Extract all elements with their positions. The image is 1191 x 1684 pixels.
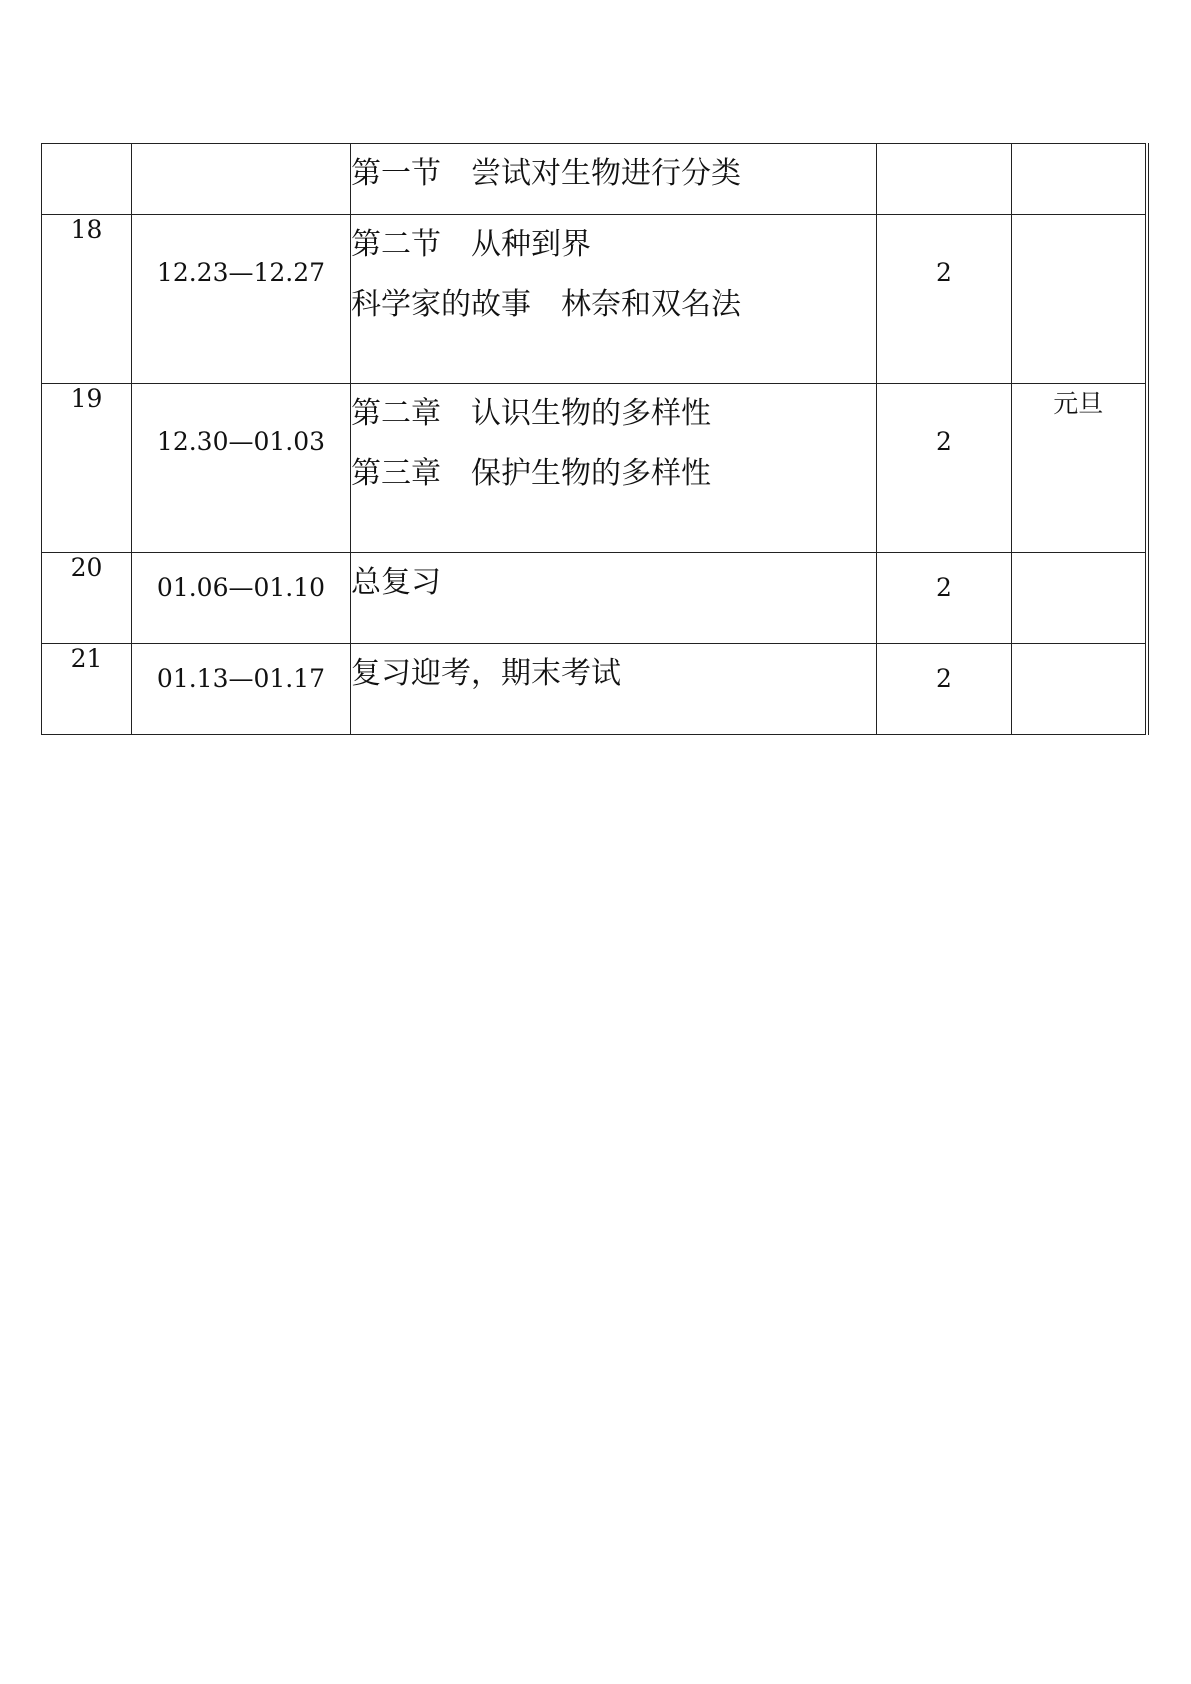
week-cell xyxy=(42,144,132,215)
table-row xyxy=(42,553,1147,644)
week-cell: 19 xyxy=(42,384,132,553)
note-cell: 元旦 xyxy=(1012,384,1147,553)
date-range-cell: 01.06—01.10 xyxy=(132,553,351,644)
lesson-line: 科学家的故事 林奈和双名法 xyxy=(351,287,741,322)
lesson-line: 总复习 xyxy=(351,565,441,600)
week-cell: 18 xyxy=(42,215,132,384)
hours-cell: 2 xyxy=(877,644,1012,735)
hours-cell: 2 xyxy=(877,384,1012,553)
lesson-line: 第三章 保护生物的多样性 xyxy=(351,456,711,491)
table-row xyxy=(42,215,1147,384)
date-range-cell xyxy=(132,144,351,215)
hours-cell: 2 xyxy=(877,215,1012,384)
lesson-line: 复习迎考，期末考试 xyxy=(351,656,621,691)
note-cell xyxy=(1012,644,1147,735)
lesson-content-cell xyxy=(351,215,877,384)
lesson-content-cell xyxy=(351,384,877,553)
lesson-line: 第一节 尝试对生物进行分类 xyxy=(351,156,741,191)
date-range-cell: 01.13—01.17 xyxy=(132,644,351,735)
note-cell xyxy=(1012,553,1147,644)
week-cell: 20 xyxy=(42,553,132,644)
hours-cell: 2 xyxy=(877,553,1012,644)
note-cell xyxy=(1012,144,1147,215)
date-range-cell: 12.30—01.03 xyxy=(132,384,351,553)
lesson-content-cell xyxy=(351,644,877,735)
lesson-line: 第二章 认识生物的多样性 xyxy=(351,396,711,431)
lesson-content-cell xyxy=(351,144,877,215)
lesson-line: 第二节 从种到界 xyxy=(351,227,591,262)
table-row xyxy=(42,144,1147,215)
date-range-cell: 12.23—12.27 xyxy=(132,215,351,384)
table-row xyxy=(42,384,1147,553)
note-cell xyxy=(1012,215,1147,384)
table-row xyxy=(42,644,1147,735)
hours-cell xyxy=(877,144,1012,215)
lesson-content-cell xyxy=(351,553,877,644)
teaching-schedule-table xyxy=(41,143,1149,735)
week-cell: 21 xyxy=(42,644,132,735)
